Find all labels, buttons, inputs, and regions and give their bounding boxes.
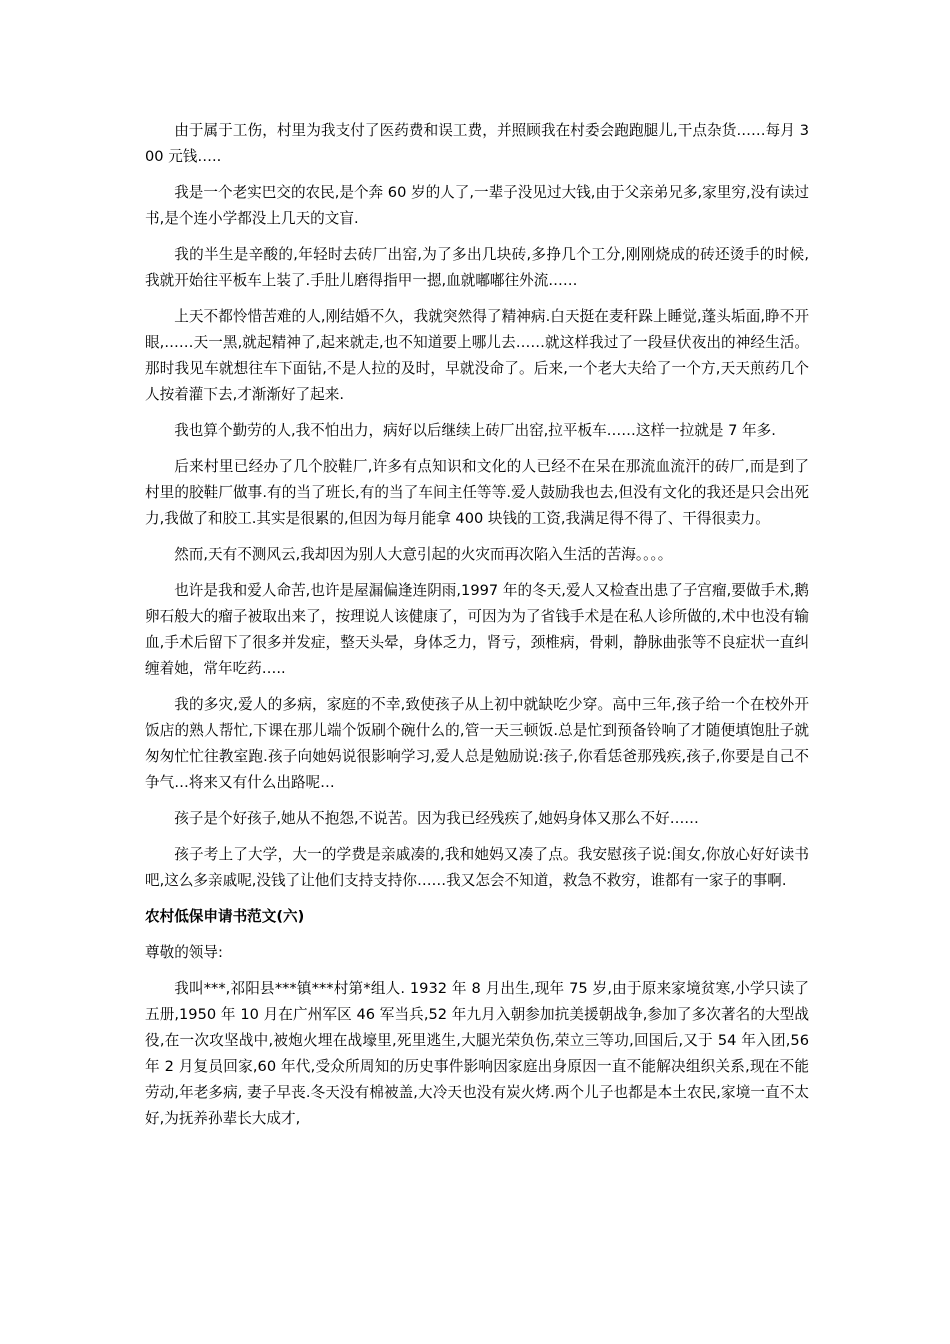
paragraph: 由于属于工伤，村里为我支付了医药费和误工费，并照顾我在村委会跑跑腿儿,干点杂货……每月 300 元钱….. xyxy=(145,122,809,165)
paragraph: 我叫***,祁阳县***镇***村第*组人. 1932 年 8 月出生,现年 75 岁,由于原来家境贫寒,小学只读了五册,1950 年 10 月在广州军区 46 军当兵,52 年九月入朝参加抗美援朝战争,参加了多次著名的大型战役,在一次攻坚战中,被炮火埋在战壕里,死里逃生,大腿光荣负伤,荣立三等功,回国后,又于 54 年入团,56 年 2 月复员回家,60 年代,受众所周知的历史事件影响因家庭出身原因一直不能解决组织关系,现在不能劳动,年老多病, 妻子早丧.冬天没有棉被盖,大冷天也没有炭火烤.两个儿子也都是本土农民,家境一直不太好,为抚养孙辈长大成才, xyxy=(145,980,809,1127)
paragraph: 后来村里已经办了几个胶鞋厂,许多有点知识和文化的人已经不在呆在那流血流汗的砖厂,而是到了村里的胶鞋厂做事.有的当了班长,有的当了车间主任等等.爱人鼓励我也去,但没有文化的我还是只会出死力,我做了和胶工.其实是很累的,但因为每月能拿 400 块钱的工资,我满足得不得了、干得很卖力。 xyxy=(145,458,809,527)
paragraph: 我的多灾,爱人的多病，家庭的不幸,致使孩子从上初中就缺吃少穿。高中三年,孩子给一个在校外开饭店的熟人帮忙,下课在那儿端个饭刷个碗什么的,管一天三顿饭.总是忙到预备铃响了才随便填饱肚子就匆匆忙忙往教室跑.孩子向她妈说很影响学习,爱人总是勉励说:孩子,你看恁爸那残疾,孩子,你要是自己不争气…将来又有什么出路呢… xyxy=(145,696,809,791)
document-body xyxy=(145,118,809,1142)
paragraph: 孩子是个好孩子,她从不抱怨,不说苦。因为我已经残疾了,她妈身体又那么不好…… xyxy=(174,810,699,827)
paragraph: 我是一个老实巴交的农民,是个奔 60 岁的人了,一辈子没见过大钱,由于父亲弟兄多,家里穷,没有读过书,是个连小学都没上几天的文盲. xyxy=(145,184,809,227)
paragraph: 上天不都怜惜苦难的人,刚结婚不久，我就突然得了精神病.白天挺在麦秆跺上睡觉,蓬头垢面,睁不开眼,……天一黑,就起精神了,起来就走,也不知道要上哪儿去……就这样我过了一段昼伏夜出的神经生活。那时我见车就想往车下面钻,不是人拉的及时，早就没命了。后来,一个老大夫给了一个方,天天煎药几个人按着灌下去,才渐渐好了起来. xyxy=(145,308,809,403)
paragraph: 也许是我和爱人命苦,也许是屋漏偏逢连阴雨,1997 年的冬天,爱人又检查出患了子宫瘤,要做手术,鹅卵石般大的瘤子被取出来了，按理说人该健康了，可因为为了省钱手术是在私人诊所做的,术中也没有输血,手术后留下了很多并发症，整天头晕，身体乏力，肾亏，颈椎病，骨刺，静脉曲张等不良症状一直纠缠着她，常年吃药….. xyxy=(145,582,809,677)
paragraph: 孩子考上了大学，大一的学费是亲戚凑的,我和她妈又凑了点。我安慰孩子说:闺女,你放心好好读书吧,这么多亲戚呢,没钱了让他们支持支持你……我又怎会不知道，救急不救穷，谁都有一家子的事啊. xyxy=(145,846,809,889)
paragraph: 我也算个勤劳的人,我不怕出力，病好以后继续上砖厂出窑,拉平板车……这样一拉就是 7 年多. xyxy=(174,422,776,439)
paragraph: 然而,天有不测风云,我却因为别人大意引起的火灾而再次陷入生活的苦海。。。。 xyxy=(174,546,673,563)
paragraph: 我的半生是辛酸的,年轻时去砖厂出窑,为了多出几块砖,多挣几个工分,刚刚烧成的砖还烫手的时候,我就开始往平板车上装了.手肚儿磨得指甲一摁,血就嘟嘟往外流…… xyxy=(145,246,809,289)
salutation: 尊敬的领导: xyxy=(145,944,223,961)
section-heading: 农村低保申请书范文(六) xyxy=(145,908,305,925)
